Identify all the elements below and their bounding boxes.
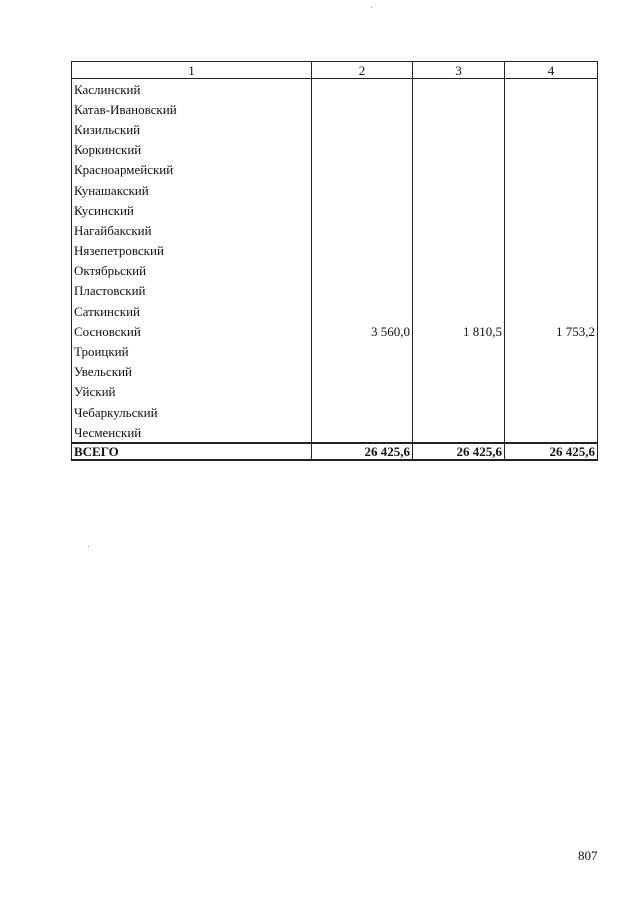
value-col-2 <box>312 200 413 220</box>
value-col-4 <box>505 200 598 220</box>
value-col-3 <box>413 261 505 281</box>
value-col-4 <box>505 79 598 100</box>
value-col-3 <box>413 140 505 160</box>
table-header <box>72 62 598 79</box>
value-col-4 <box>505 99 598 119</box>
table-row <box>72 200 598 220</box>
value-col-3 <box>413 341 505 361</box>
page-number: 807 <box>578 848 598 863</box>
value-col-4 <box>505 341 598 361</box>
value-col-3 <box>413 220 505 240</box>
table-row <box>72 79 598 100</box>
district-name: Пластовский <box>72 281 312 301</box>
value-col-2 <box>312 382 413 402</box>
value-col-4 <box>505 402 598 422</box>
total-col-3: 26 425,6 <box>413 443 505 460</box>
value-col-3 <box>413 119 505 139</box>
district-name: Саткинский <box>72 301 312 321</box>
value-col-3 <box>413 241 505 261</box>
table-row <box>72 241 598 261</box>
table-row <box>72 180 598 200</box>
header-cell-4: 4 <box>505 62 598 79</box>
value-col-4 <box>505 261 598 281</box>
data-table <box>71 61 598 461</box>
table-row <box>72 119 598 139</box>
district-name: Чебаркульский <box>72 402 312 422</box>
scan-speck <box>371 7 372 8</box>
table-row <box>72 140 598 160</box>
district-name: Кизильский <box>72 119 312 139</box>
value-col-3 <box>413 200 505 220</box>
value-col-3 <box>413 160 505 180</box>
value-col-4 <box>505 301 598 321</box>
value-col-2 <box>312 362 413 382</box>
district-name: Нагайбакский <box>72 220 312 240</box>
value-col-3 <box>413 422 505 443</box>
value-col-2 <box>312 341 413 361</box>
district-name: Сосновский <box>72 321 312 341</box>
value-col-2 <box>312 99 413 119</box>
value-col-3 <box>413 362 505 382</box>
table-row <box>72 362 598 382</box>
value-col-2 <box>312 180 413 200</box>
table-body <box>72 79 598 444</box>
district-name: Катав-Ивановский <box>72 99 312 119</box>
value-col-2 <box>312 79 413 100</box>
value-col-2 <box>312 402 413 422</box>
value-col-4 <box>505 180 598 200</box>
value-col-4 <box>505 241 598 261</box>
header-cell-3: 3 <box>413 62 505 79</box>
district-name: Нязепетровский <box>72 241 312 261</box>
district-name: Кусинский <box>72 200 312 220</box>
total-label: ВСЕГО <box>72 443 312 460</box>
value-col-4 <box>505 140 598 160</box>
value-col-4 <box>505 160 598 180</box>
district-name: Чесменский <box>72 422 312 443</box>
value-col-3 <box>413 281 505 301</box>
header-row <box>72 62 598 79</box>
header-cell-1: 1 <box>72 62 312 79</box>
value-col-2 <box>312 140 413 160</box>
table-row <box>72 261 598 281</box>
value-col-3 <box>413 79 505 100</box>
value-col-2 <box>312 160 413 180</box>
table-row <box>72 341 598 361</box>
district-name: Каслинский <box>72 79 312 100</box>
table-footer <box>72 443 598 460</box>
value-col-3 <box>413 180 505 200</box>
value-col-2 <box>312 119 413 139</box>
value-col-4 <box>505 382 598 402</box>
value-col-2: 3 560,0 <box>312 321 413 341</box>
total-col-4: 26 425,6 <box>505 443 598 460</box>
district-name: Красноармейский <box>72 160 312 180</box>
table-row <box>72 382 598 402</box>
value-col-3 <box>413 382 505 402</box>
table-row <box>72 220 598 240</box>
value-col-4 <box>505 281 598 301</box>
table-row <box>72 160 598 180</box>
district-name: Увельский <box>72 362 312 382</box>
district-name: Кунашакский <box>72 180 312 200</box>
district-name: Троицкий <box>72 341 312 361</box>
total-col-2: 26 425,6 <box>312 443 413 460</box>
value-col-4 <box>505 220 598 240</box>
value-col-4 <box>505 119 598 139</box>
value-col-2 <box>312 261 413 281</box>
table-row <box>72 281 598 301</box>
district-name: Уйский <box>72 382 312 402</box>
value-col-2 <box>312 281 413 301</box>
header-cell-2: 2 <box>312 62 413 79</box>
value-col-3 <box>413 402 505 422</box>
value-col-3 <box>413 99 505 119</box>
value-col-4 <box>505 362 598 382</box>
value-col-4 <box>505 422 598 443</box>
value-col-3 <box>413 301 505 321</box>
scan-speck <box>88 546 89 547</box>
total-row <box>72 443 598 460</box>
table-row <box>72 99 598 119</box>
value-col-2 <box>312 241 413 261</box>
table-row <box>72 321 598 341</box>
value-col-3: 1 810,5 <box>413 321 505 341</box>
district-name: Октябрьский <box>72 261 312 281</box>
value-col-2 <box>312 422 413 443</box>
value-col-2 <box>312 220 413 240</box>
table-row <box>72 402 598 422</box>
district-name: Коркинский <box>72 140 312 160</box>
value-col-4: 1 753,2 <box>505 321 598 341</box>
table-row <box>72 422 598 443</box>
table-row <box>72 301 598 321</box>
value-col-2 <box>312 301 413 321</box>
